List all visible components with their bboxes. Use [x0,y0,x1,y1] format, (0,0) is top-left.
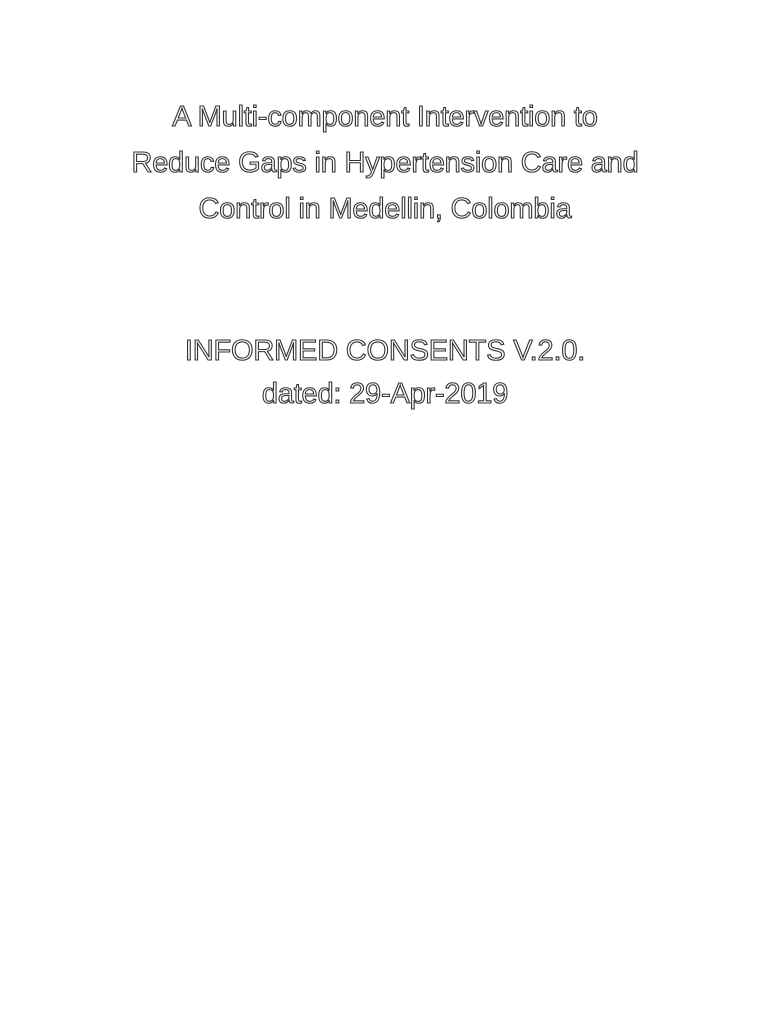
title-line-3: Control in Medellin, Colombia [198,193,572,225]
document-title [0,94,770,232]
consent-heading [0,330,770,416]
consent-version: INFORMED CONSENTS V.2.0. [184,335,586,367]
title-line-1: A Multi-component Intervention to [172,101,598,133]
title-line-2: Reduce Gaps in Hypertension Care and [131,147,639,179]
consent-date: dated: 29-Apr-2019 [261,378,509,410]
